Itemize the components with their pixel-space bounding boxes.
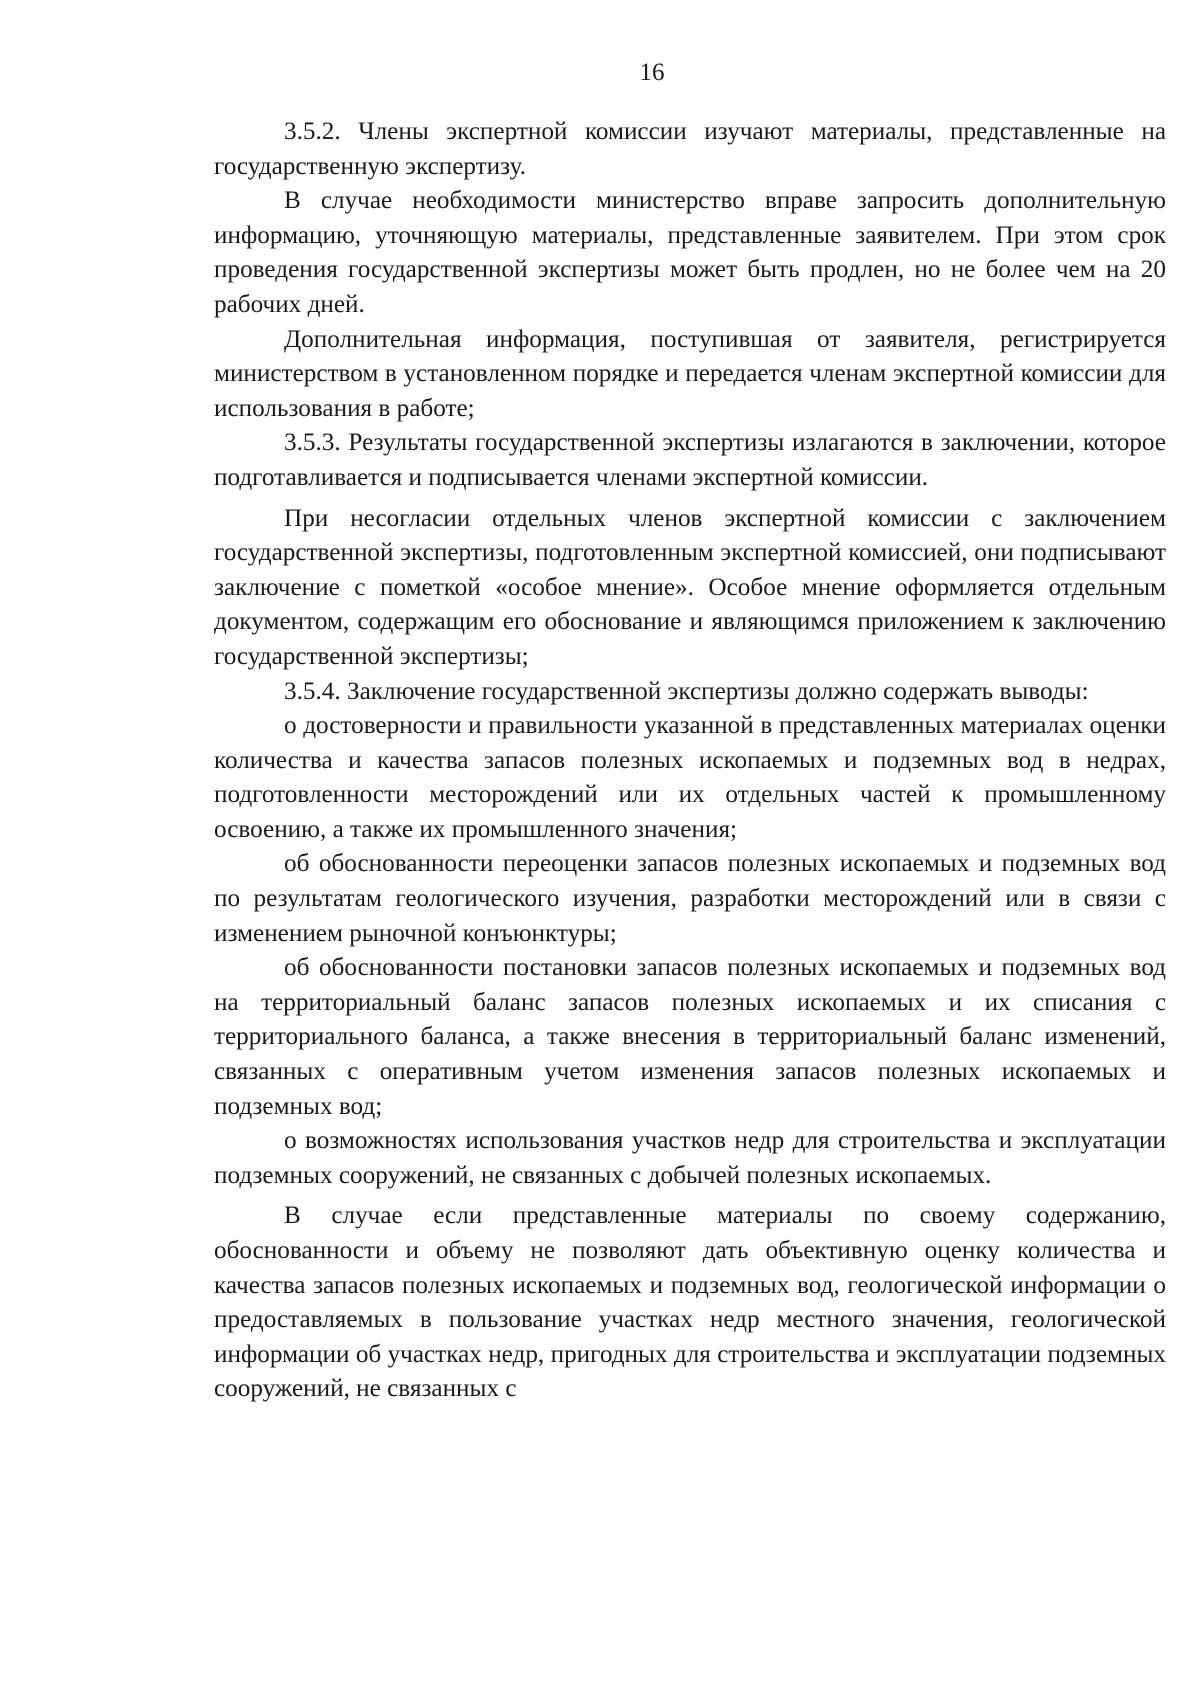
conclusion-item-reliability: о достоверности и правильности указанной в представленных материалах оценки количества и качества запасов полезных ископаемых и подземных вод в недрах, подготовленности месторождений или их отдельных частей к промышленному освоению, а также их промышленного значения; [214, 712, 1166, 843]
paragraph-additional-info-request: В случае необходимости министерство вправе запросить дополнительную информацию, уточняющую материалы, представленные заявителем. При этом срок проведения государственной экспертизы может быть продлен, но не более чем на 20 рабочих дней. [214, 187, 1166, 318]
conclusion-item-balance: об обоснованности постановки запасов полезных ископаемых и подземных вод на территориальный баланс запасов полезных ископаемых и их списания с территориального баланса, а также внесения в территориальный баланс изменений, связанных с оперативным учетом изменения запасов полезных ископаемых и подземных вод; [214, 954, 1166, 1120]
paragraph-additional-info-registration: Дополнительная информация, поступившая от заявителя, регистрируется министерством в установленном порядке и передается членам экспертной комиссии для использования в работе; [214, 325, 1166, 422]
page-number: 16 [639, 59, 665, 86]
paragraph-3-5-3: 3.5.3. Результаты государственной экспертизы излагаются в заключении, которое подготавливается и подписывается членами экспертной комиссии. [214, 429, 1166, 491]
conclusion-item-revaluation: об обоснованности переоценки запасов полезных ископаемых и подземных вод по результатам геологического изучения, разработки месторождений или в связи с изменением рыночной конъюнктуры; [214, 850, 1166, 947]
conclusion-item-underground-use: о возможностях использования участков недр для строительства и эксплуатации подземных сооружений, не связанных с добычей полезных ископаемых. [214, 1127, 1166, 1189]
document-body [214, 115, 1166, 1407]
paragraph-3-5-2: 3.5.2. Члены экспертной комиссии изучают материалы, представленные на государственную экспертизу. [214, 118, 1166, 180]
paragraph-special-opinion: При несогласии отдельных членов экспертной комиссии с заключением государственной экспертизы, подготовленным экспертной комиссией, они подписывают заключение с пометкой «особое мнение». Особое мнение оформляется отдельным документом, содержащим его обоснование и являющимся приложением к заключению государственной экспертизы; [214, 504, 1166, 670]
paragraph-insufficient-materials: В случае если представленные материалы по своему содержанию, обоснованности и объему не позволяют дать объективную оценку количества и качества запасов полезных ископаемых и подземных вод, геологической информации о предоставляемых в пользование участках недр местного значения, геологической информации об участках недр, пригодных для строительства и эксплуатации подземных сооружений, не связанных с [214, 1202, 1166, 1403]
paragraph-3-5-4: 3.5.4. Заключение государственной экспертизы должно содержать выводы: [284, 677, 1089, 705]
